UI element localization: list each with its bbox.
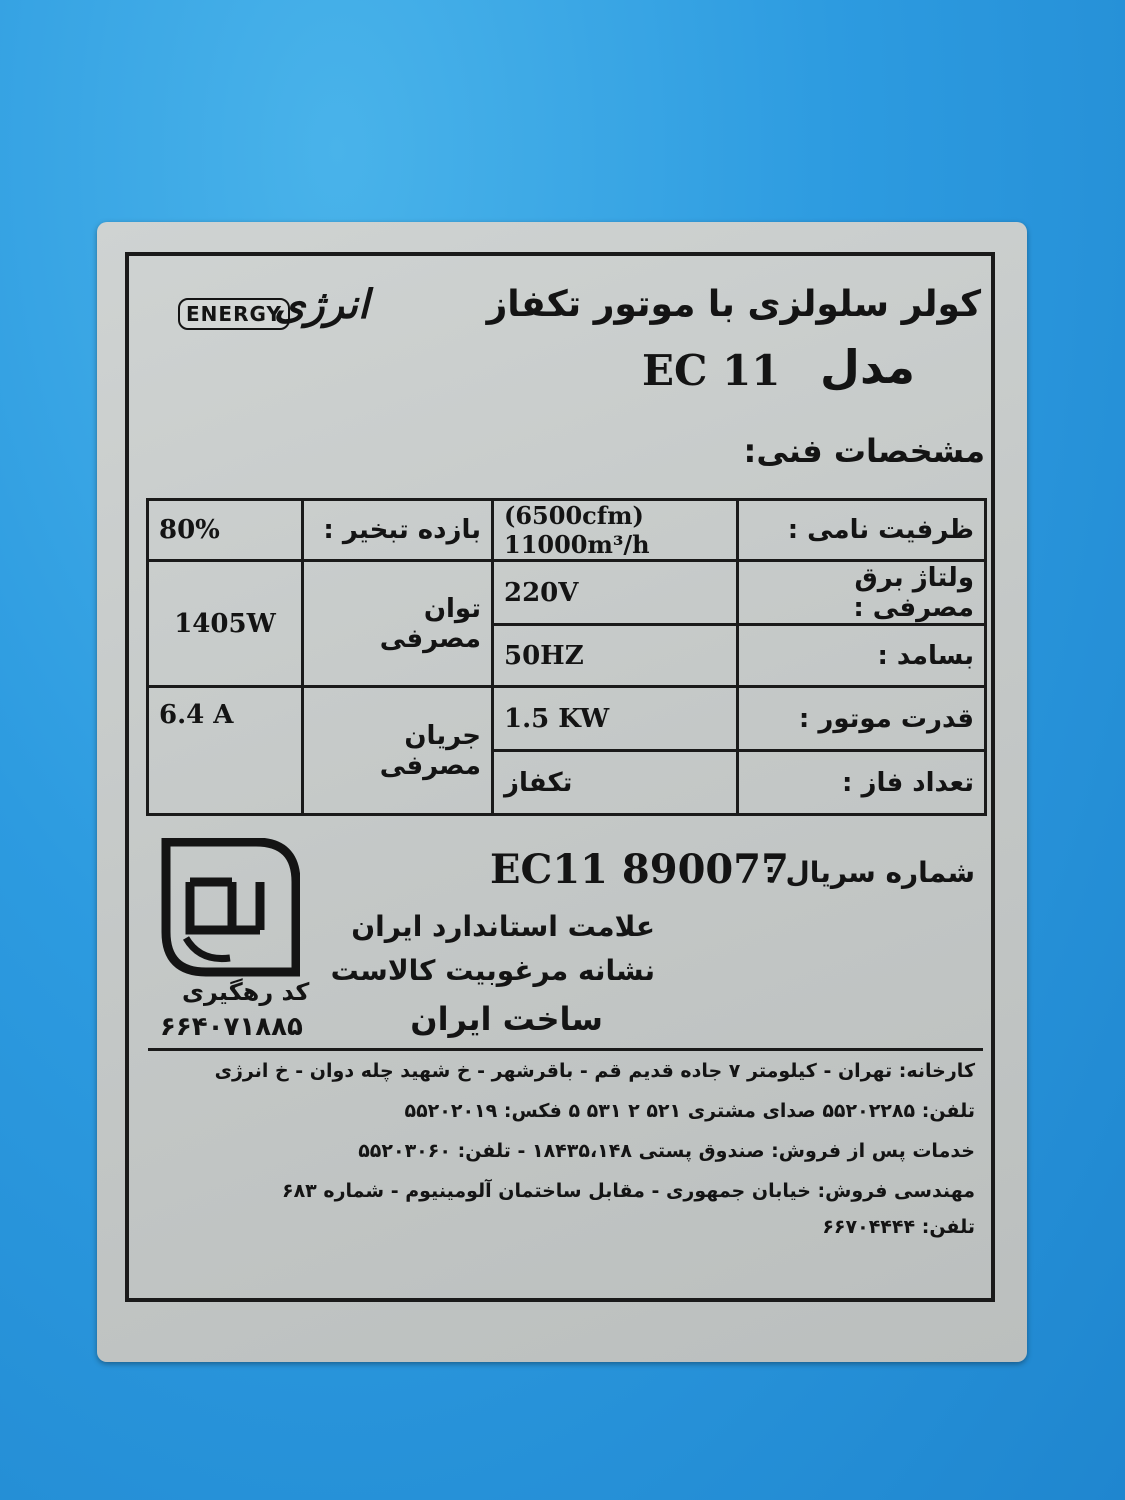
tracking-code-number: ۶۶۴۰۷۱۸۸۵	[160, 1012, 303, 1042]
after-sales-line: خدمات پس از فروش: صندوق پستی ۱۸۴۳۵،۱۴۸ - تلفن: ۵۵۲۰۳۰۶۰	[358, 1140, 975, 1162]
spec-heading: مشخصات فنی:	[743, 432, 985, 470]
standard-mark-text: علامت استاندارد ایران	[351, 910, 655, 943]
serial-label: شماره سریال :	[764, 856, 975, 889]
tracking-code-label: کد رهگیری	[182, 978, 310, 1006]
product-title: کولر سلولزی با موتور تکفاز	[486, 284, 981, 325]
brand-logo-en: ENERGY	[178, 298, 290, 330]
table-row	[148, 561, 986, 625]
frequency-value: 50HZ	[493, 625, 738, 687]
voltage-label: ولتاژ برق مصرفی :	[738, 561, 986, 625]
quality-mark-text: نشانه مرغوبیت کالاست	[330, 954, 655, 987]
brand-logo-fa: انرژی	[274, 282, 369, 328]
voltage-value: 220V	[493, 561, 738, 625]
divider	[148, 1048, 983, 1051]
factory-address: کارخانه: تهران - کیلومتر ۷ جاده قدیم قم - باقرشهر - خ شهید چله دوان - خ انرژی	[214, 1060, 975, 1082]
table-row	[148, 500, 986, 561]
serial-value: EC11 890077	[490, 846, 789, 893]
power-label: توان مصرفی	[303, 561, 493, 687]
phase-value: تکفاز	[493, 751, 738, 815]
efficiency-value: 80%	[148, 500, 303, 561]
made-in-iran-text: ساخت ایران	[410, 1000, 603, 1038]
capacity-label: ظرفیت نامی :	[738, 500, 986, 561]
current-label: جریان مصرفی	[303, 687, 493, 815]
motor-label: قدرت موتور :	[738, 687, 986, 751]
model-label: مدل	[820, 340, 915, 394]
phone-fax-line: تلفن: ۵۵۲۰۲۲۸۵ صدای مشتری ۵۲۱ ۲ ۵۳۱ ۵ فکس: ۵۵۲۰۲۰۱۹	[404, 1100, 975, 1122]
phase-label: تعداد فاز :	[738, 751, 986, 815]
spec-table	[146, 498, 987, 816]
motor-value: 1.5 KW	[493, 687, 738, 751]
iran-standard-mark-icon	[160, 838, 300, 978]
sales-phone: تلفن: ۶۶۷۰۴۴۴۴	[822, 1216, 975, 1238]
power-value: 1405W	[148, 561, 303, 687]
efficiency-label: بازده تبخیر :	[303, 500, 493, 561]
current-value: 6.4 A	[148, 687, 303, 815]
frequency-label: بسامد :	[738, 625, 986, 687]
capacity-value: (6500cfm) 11000m³/h	[493, 500, 738, 561]
brand-logo	[178, 282, 386, 354]
table-row	[148, 687, 986, 751]
model-code: EC 11	[642, 346, 781, 395]
sales-address: مهندسی فروش: خیابان جمهوری - مقابل ساختمان آلومینیوم - شماره ۶۸۳	[281, 1180, 975, 1202]
